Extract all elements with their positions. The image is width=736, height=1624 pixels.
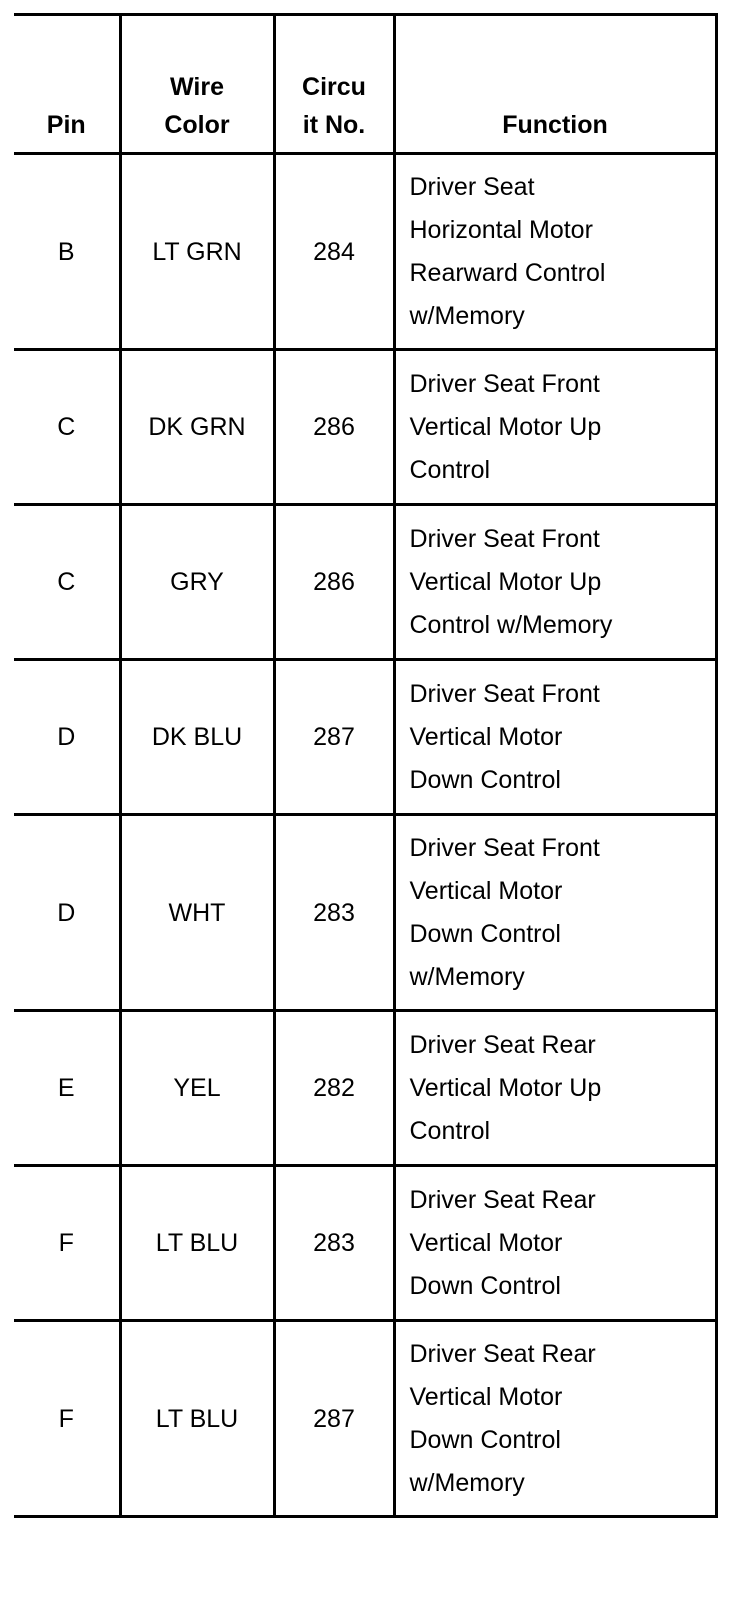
cell-pin: F [14,1321,120,1517]
cell-circuit: 286 [274,350,394,505]
cell-pin: E [14,1011,120,1166]
cell-circuit: 286 [274,505,394,660]
table-row [14,505,716,660]
cell-circuit: 284 [274,154,394,350]
cell-pin: B [14,154,120,350]
cell-function: Driver Seat Rear Vertical Motor Down Control w/Memory [394,1321,716,1517]
cell-function: Driver Seat Horizontal Motor Rearward Control w/Memory [394,154,716,350]
table-row [14,154,716,350]
cell-pin: F [14,1166,120,1321]
cell-circuit: 287 [274,660,394,815]
cell-function: Driver Seat Front Vertical Motor Up Control [394,350,716,505]
cell-wire-color: YEL [120,1011,274,1166]
cell-function: Driver Seat Front Vertical Motor Down Control w/Memory [394,815,716,1011]
header-function: Function [394,15,716,154]
header-wire-color: Wire Color [120,15,274,154]
cell-circuit: 283 [274,815,394,1011]
table-header-row [14,15,716,154]
cell-wire-color: WHT [120,815,274,1011]
cell-pin: D [14,815,120,1011]
cell-function: Driver Seat Front Vertical Motor Down Control [394,660,716,815]
cell-circuit: 283 [274,1166,394,1321]
cell-pin: D [14,660,120,815]
table-row [14,1321,716,1517]
header-pin: Pin [14,15,120,154]
cell-function: Driver Seat Rear Vertical Motor Down Control [394,1166,716,1321]
cell-pin: C [14,505,120,660]
cell-circuit: 287 [274,1321,394,1517]
cell-wire-color: LT BLU [120,1166,274,1321]
cell-wire-color: GRY [120,505,274,660]
table-row [14,660,716,815]
cell-wire-color: DK BLU [120,660,274,815]
table-row [14,1166,716,1321]
connector-pinout-table [14,13,718,1518]
cell-wire-color: LT BLU [120,1321,274,1517]
cell-wire-color: DK GRN [120,350,274,505]
table-row [14,1011,716,1166]
table-row [14,350,716,505]
header-circuit-no: Circu it No. [274,15,394,154]
cell-wire-color: LT GRN [120,154,274,350]
cell-function: Driver Seat Front Vertical Motor Up Control w/Memory [394,505,716,660]
cell-function: Driver Seat Rear Vertical Motor Up Control [394,1011,716,1166]
table-row [14,815,716,1011]
cell-circuit: 282 [274,1011,394,1166]
cell-pin: C [14,350,120,505]
